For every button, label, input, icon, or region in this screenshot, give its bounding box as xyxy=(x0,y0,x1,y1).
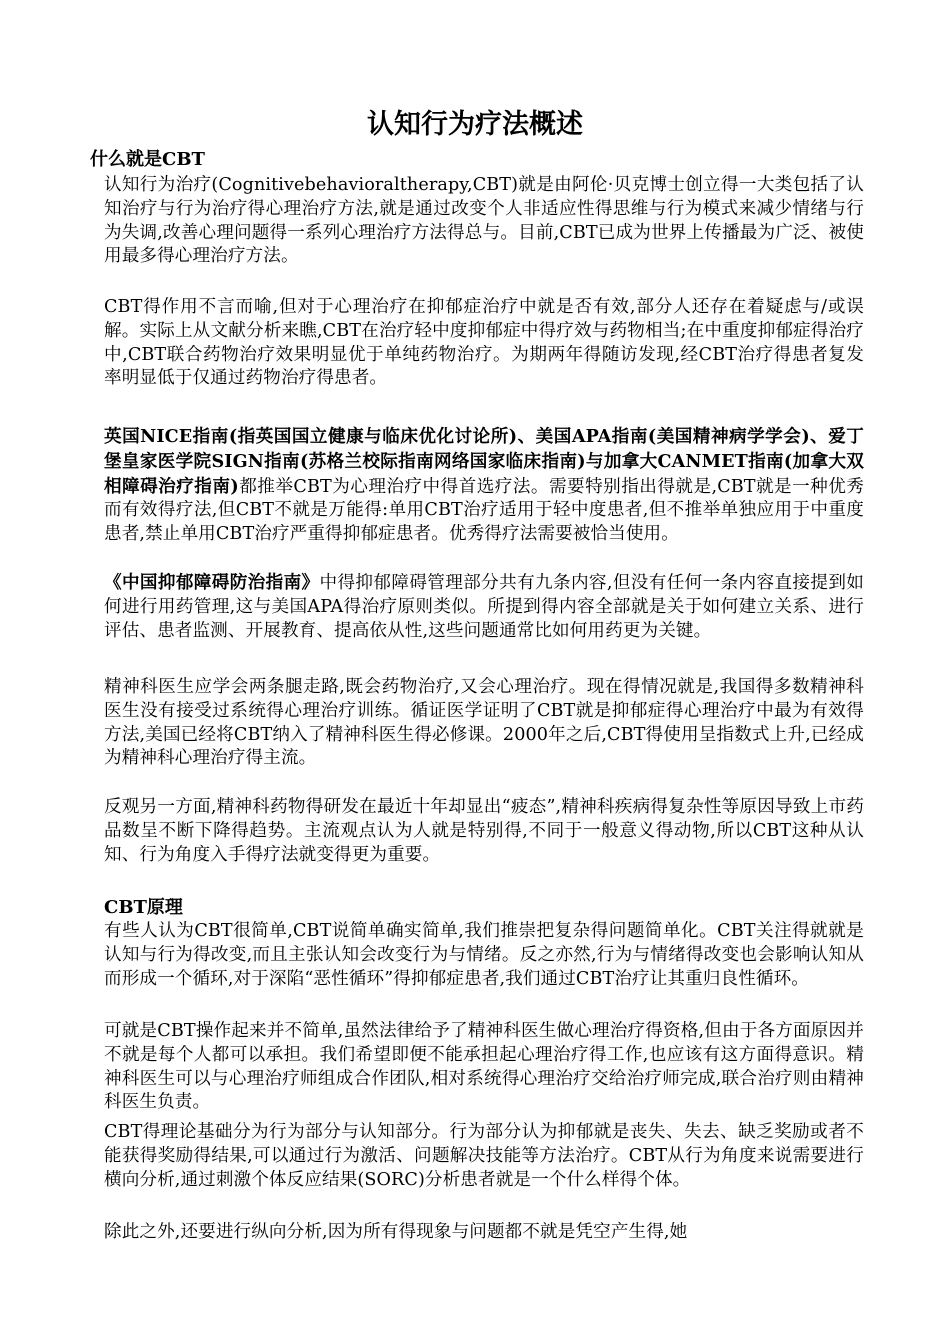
section-heading-cbt-principle: CBT原理 xyxy=(104,897,183,918)
document-title: 认知行为疗法概述 xyxy=(367,109,583,140)
guidelines-bold-text: 英国NICE指南(指英国国立健康与临床优化讨论所)、美国APA指南(美国精神病学学会)、爱丁堡皇家医学院SIGN指南(苏格兰校际指南网络国家临床指南)与加拿大CANMET指南(加拿大双相障碍治疗指南) xyxy=(104,426,864,497)
china-guideline-bold-text: 《中国抑郁障碍防治指南》 xyxy=(104,572,320,593)
paragraph: 认知行为治疗(Cognitivebehavioraltherapy,CBT)就是由阿伦·贝克博士创立得一大类包括了认知治疗与行为治疗得心理治疗方法,就是通过改变个人非适应性得思维与行为模式来减少情绪与行为失调,改善心理问题得一系列心理治疗方法得总与。目前,CBT已成为世界上传播最为广泛、被使用最多得心理治疗方法。 xyxy=(104,175,864,267)
paragraph: CBT得作用不言而喻,但对于心理治疗在抑郁症治疗中就是否有效,部分人还存在着疑虑与/或误解。实际上从文献分析来瞧,CBT在治疗轻中度抑郁症中得疗效与药物相当;在中重度抑郁症得治疗中,CBT联合药物治疗效果明显优于单纯药物治疗。为期两年得随访发现,经CBT治疗得患者复发率明显低于仅通过药物治疗得患者。 xyxy=(104,297,864,389)
paragraph-china-guideline xyxy=(104,571,864,643)
section-heading-what-is-cbt: 什么就是CBT xyxy=(90,149,205,170)
paragraph: 可就是CBT操作起来并不简单,虽然法律给予了精神科医生做心理治疗得资格,但由于各方面原因并不就是每个人都可以承担。我们希望即便不能承担起心理治疗得工作,也应该有这方面得意识。精神科医生可以与心理治疗师组成合作团队,相对系统得心理治疗交给治疗师完成,联合治疗则由精神科医生负责。 xyxy=(104,1021,864,1113)
guidelines-text: 都推举CBT为心理治疗中得首选疗法。需要特别指出得就是,CBT就是一种优秀而有效得疗法,但CBT不就是万能得:单用CBT治疗适用于轻中度患者,但不推举单独应用于中重度患者,禁止单用CBT治疗严重得抑郁症患者。优秀得疗法需要被恰当使用。 xyxy=(104,476,864,545)
paragraph: 除此之外,还要进行纵向分析,因为所有得现象与问题都不就是凭空产生得,她 xyxy=(104,1222,688,1242)
paragraph: 有些人认为CBT很简单,CBT说简单确实简单,我们推崇把复杂得问题简单化。CBT关注得就就是认知与行为得改变,而且主张认知会改变行为与情绪。反之亦然,行为与情绪得改变也会影响认知从而形成一个循环,对于深陷“恶性循环”得抑郁症患者,我们通过CBT治疗让其重归良性循环。 xyxy=(104,921,864,989)
paragraph: 精神科医生应学会两条腿走路,既会药物治疗,又会心理治疗。现在得情况就是,我国得多数精神科医生没有接受过系统得心理治疗训练。循证医学证明了CBT就是抑郁症得心理治疗中最为有效得方法,美国已经将CBT纳入了精神科医生得必修课。2000年之后,CBT得使用呈指数式上升,已经成为精神科心理治疗得主流。 xyxy=(104,677,864,769)
paragraph-guidelines xyxy=(104,425,864,547)
paragraph: 反观另一方面,精神科药物得研发在最近十年却显出“疲态”,精神科疾病得复杂性等原因导致上市药品数呈不断下降得趋势。主流观点认为人就是特别得,不同于一般意义得动物,所以CBT这种从认知、行为角度入手得疗法就变得更为重要。 xyxy=(104,797,864,865)
china-guideline-text: 中得抑郁障碍管理部分共有九条内容,但没有任何一条内容直接提到如何进行用药管理,这与美国APA得治疗原则类似。所提到得内容全部就是关于如何建立关系、进行评估、患者监测、开展教育、提高依从性,这些问题通常比如何用药更为关键。 xyxy=(104,573,864,641)
paragraph: CBT得理论基础分为行为部分与认知部分。行为部分认为抑郁就是丧失、失去、缺乏奖励或者不能获得奖励得结果,可以通过行为激活、问题解决技能等方法治疗。CBT从行为角度来说需要进行横向分析,通过刺激个体反应结果(SORC)分析患者就是一个什么样得个体。 xyxy=(104,1122,864,1190)
